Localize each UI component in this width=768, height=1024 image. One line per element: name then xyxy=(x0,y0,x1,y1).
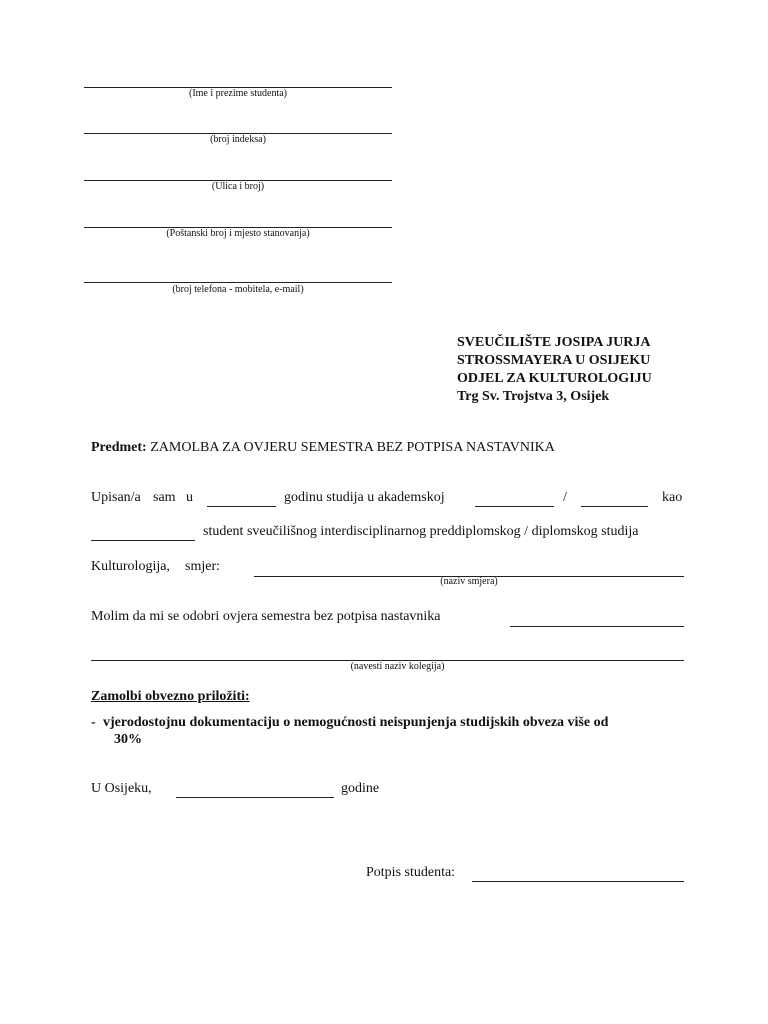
phone-email-caption: (broj telefona - mobitela, e-mail) xyxy=(172,284,304,295)
institution-line-2: STROSSMAYERA U OSIJEKU xyxy=(457,353,651,368)
academic-year-start-field[interactable] xyxy=(475,506,554,507)
godine-text: godine xyxy=(341,781,380,796)
institution-line-3: ODJEL ZA KULTUROLOGIJU xyxy=(457,371,652,386)
academic-year-end-field[interactable] xyxy=(581,506,648,507)
subject-line xyxy=(91,440,555,456)
smjer-text: smjer: xyxy=(185,559,220,574)
student-program-text: student sveučilišnog interdisciplinarnog preddiplomskog / diplomskog studija xyxy=(203,524,639,539)
kao-text: kao xyxy=(662,490,683,505)
subject-text: ZAMOLBA ZA OVJERU SEMESTRA BEZ POTPISA NASTAVNIKA xyxy=(150,440,555,455)
u-text: u xyxy=(186,490,193,505)
student-name-caption: (Ime i prezime studenta) xyxy=(188,88,287,99)
sam-text: sam xyxy=(153,490,176,505)
request-course-field-1[interactable] xyxy=(510,626,684,627)
index-number-caption: (broj indeksa) xyxy=(210,134,266,145)
street-caption: (Ulica i broj) xyxy=(211,181,265,192)
slash-text: / xyxy=(563,490,567,505)
subject-label: Predmet: xyxy=(91,440,147,455)
attachment-item-line-2: 30% xyxy=(114,732,142,747)
kulturologija-text: Kulturologija, xyxy=(91,559,170,574)
institution-line-4: Trg Sv. Trojstva 3, Osijek xyxy=(457,389,610,404)
attachment-dash: - xyxy=(91,715,96,730)
city-text: U Osijeku, xyxy=(91,781,152,796)
institution-address xyxy=(457,334,652,406)
phone-email-line[interactable] xyxy=(84,282,392,283)
upisan-text: Upisan/a xyxy=(91,490,141,505)
date-field[interactable] xyxy=(176,797,334,798)
smjer-caption: (naziv smjera) xyxy=(440,576,498,587)
postal-city-caption: (Poštanski broj i mjesto stanovanja) xyxy=(166,228,310,239)
attachment-item-line-1: vjerodostojnu dokumentaciju o nemogućnosti neispunjenja studijskih obveza više od xyxy=(103,715,609,730)
signature-field[interactable] xyxy=(472,881,684,882)
course-caption: (navesti naziv kolegija) xyxy=(350,661,445,672)
institution-line-1: SVEUČILIŠTE JOSIPA JURJA xyxy=(457,335,651,350)
request-text: Molim da mi se odobri ovjera semestra bez potpisa nastavnika xyxy=(91,609,441,624)
attachments-heading: Zamolbi obvezno priložiti: xyxy=(91,689,250,704)
study-year-field[interactable] xyxy=(207,506,276,507)
student-status-field[interactable] xyxy=(91,540,195,541)
godinu-text: godinu studija u akademskoj xyxy=(284,490,445,505)
signature-label: Potpis studenta: xyxy=(366,865,456,880)
